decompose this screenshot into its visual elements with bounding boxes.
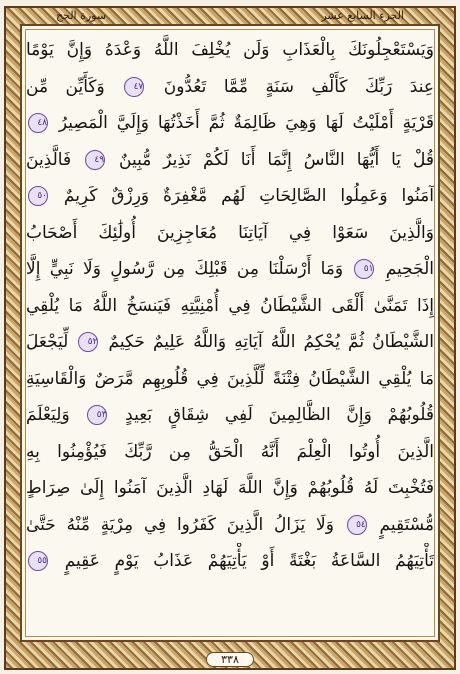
verse-text-continued: فَالَّذِينَ [26, 149, 72, 170]
ayah-number-marker: ٥٤ [347, 515, 367, 535]
verse-text: الَّذِينَ أُوتُوا الْعِلْمَ أَنَّهُ الْحَقُّ مِن رَّبِّكَ فَيُؤْمِنُوا بِهِ [26, 441, 434, 462]
verse-text: قُلُوبُهُمْ وَإِنَّ الظَّالِمِينَ لَفِي شِقَاقٍ بَعِيدٍ [125, 405, 434, 425]
verse-line [26, 361, 434, 398]
verse-line [26, 543, 434, 580]
verse-text: قُلْ يَا أَيُّهَا النَّاسُ إِنَّمَا أَنَا لَكُمْ نَذِيرٌ مُّبِينٌ [119, 149, 434, 170]
juz-label: الجزء السابع عشر [321, 8, 404, 22]
verse-text: عِندَ رَبِّكَ كَأَلْفِ سَنَةٍ مِّمَّا تَعُدُّونَ [163, 76, 434, 97]
verse-text: الْجَحِيمِ [385, 259, 434, 279]
verse-line [26, 397, 434, 434]
verse-line [26, 251, 434, 288]
verse-text-continued: وَمَا أَرْسَلْنَا مِن قَبْلِكَ مِن رَّسُولٍ وَلَا نَبِيٍّ إِلَّا [26, 259, 344, 279]
ayah-number-marker: ٥٢ [78, 332, 98, 352]
verse-text: قَرْيَةٍ أَمْلَيْتُ لَهَا وَهِيَ ظَالِمَةٌ ثُمَّ أَخَذْتُهَا وَإِلَيَّ الْمَصِيرُ [58, 113, 434, 133]
ayah-number-marker: ٥٠ [28, 186, 48, 206]
verse-line [26, 69, 434, 106]
verse-line [26, 470, 434, 507]
verse-line [26, 105, 434, 142]
verse-line [26, 142, 434, 179]
page-number: ٣٣٨ [206, 652, 254, 667]
verse-line [26, 324, 434, 361]
verse-text-continued: وَلِيَعْلَمَ [26, 405, 70, 425]
verse-text-continued: وَلَا يَزَالُ الَّذِينَ كَفَرُوا فِي مِرْيَةٍ مِّنْهُ حَتَّىٰ [26, 514, 334, 535]
ayah-number-marker: ٥٣ [87, 405, 107, 425]
verse-line [26, 507, 434, 544]
verse-text: فَتُخْبِتَ لَهُ قُلُوبُهُمْ وَإِنَّ اللَّهَ لَهَادِ الَّذِينَ آمَنُوا إِلَىٰ صِرَاطٍ [26, 478, 434, 498]
verse-text: إِذَا تَمَنَّىٰ أَلْقَى الشَّيْطَانُ فِي أُمْنِيَّتِهِ فَيَنسَخُ اللَّهُ مَا يُلْقِي [26, 295, 434, 316]
verse-lines [26, 32, 434, 646]
surah-label: سورة الحج [56, 8, 107, 22]
verse-text: آمَنُوا وَعَمِلُوا الصَّالِحَاتِ لَهُم مَّغْفِرَةٌ وَرِزْقٌ كَرِيمٌ [63, 186, 434, 206]
ayah-number-marker: ٥١ [354, 259, 374, 279]
verse-line [26, 434, 434, 471]
ayah-number-marker: ٥٥ [28, 551, 48, 571]
verse-line [26, 215, 434, 252]
ayah-number-marker: ٤٨ [28, 113, 48, 133]
verse-text: مَا يُلْقِي الشَّيْطَانُ فِتْنَةً لِّلَّذِينَ فِي قُلُوبِهِم مَّرَضٌ وَالْقَاسِيَةِ [26, 368, 434, 389]
page-footer [0, 650, 460, 668]
verse-text-continued: وَكَأَيِّن مِّن [26, 76, 105, 97]
verse-text: وَيَسْتَعْجِلُونَكَ بِالْعَذَابِ وَلَن يُخْلِفَ اللَّهُ وَعْدَهُ وَإِنَّ يَوْمًا [26, 40, 434, 60]
ayah-number-marker: ٤٧ [124, 77, 144, 97]
verse-text: تَأْتِيَهُمُ السَّاعَةُ بَغْتَةً أَوْ يَأْتِيَهُمْ عَذَابُ يَوْمٍ عَقِيمٍ [64, 551, 434, 571]
page-header [26, 7, 434, 23]
ayah-number-marker: ٤٩ [85, 150, 105, 170]
verse-text: وَالَّذِينَ سَعَوْا فِي آيَاتِنَا مُعَاجِزِينَ أُولَٰئِكَ أَصْحَابُ [26, 222, 434, 243]
verse-line [26, 178, 434, 215]
verse-text: مُّسْتَقِيمٍ [379, 514, 434, 535]
verse-text: الشَّيْطَانُ ثُمَّ يُحْكِمُ اللَّهُ آيَاتِهِ وَاللَّهُ عَلِيمٌ حَكِيمٌ [108, 332, 434, 352]
verse-line [26, 288, 434, 325]
verse-line [26, 32, 434, 69]
verse-text-continued: لِّيَجْعَلَ [26, 332, 69, 352]
